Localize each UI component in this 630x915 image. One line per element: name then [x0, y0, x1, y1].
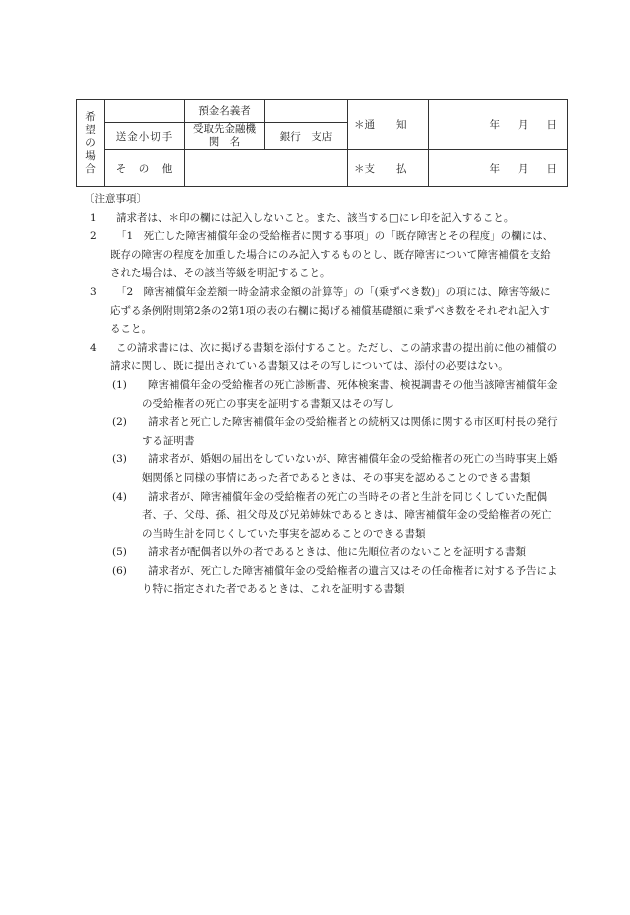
blank-method-cell	[105, 100, 185, 123]
note-sub-item: (1) 障害補償年金の受給権者の死亡診断書、死体検案書、検視調書その他当該障害補償年金の受給権者の死亡の事実を証明する書類又はその写し	[112, 378, 558, 410]
note-sub-item: (5) 請求者が配偶者以外の者であるときは、他に先順位者のないことを証明する書類	[112, 546, 526, 559]
receiving-institution-label: 受取先金融機 関 名	[185, 123, 265, 150]
notes-heading: 〔注意事項〕	[84, 193, 147, 205]
remittance-check-label: 送金小切手	[105, 123, 185, 150]
other-value	[185, 150, 348, 187]
note-sub-item: (6) 請求者が、死亡した障害補償年金の受給権者の遺言又はその任命権者に対する予告により特に指定された者であるときは、これを証明する書類	[112, 564, 558, 596]
payment-date: 年 月 日	[429, 150, 568, 187]
note-sub-item: (4) 請求者が、障害補償年金の受給権者の死亡の当時その者と生計を同じくしていた配偶者、子、父母、孫、祖父母及び兄弟姉妹であるときは、障害補償年金の受給権者の死亡の当時生計を同じくしていた事実を認めることのできる書類	[112, 490, 552, 540]
note-sub-item: (2) 請求者と死亡した障害補償年金の受給権者との続柄又は関係に関する市区町村長の発行する証明書	[112, 416, 558, 447]
note-item: 4 この請求書には、次に掲げる書類を添付すること。ただし、この請求書の提出前に他の補償の請求に関し、既に提出されている書類又はその写しについては、添付の必要はない。	[90, 341, 557, 373]
note-sub-item: (3) 請求者が、婚姻の届出をしていないが、障害補償年金の受給権者の死亡の当時事実上婚姻関係と同様の事情にあった者であるときは、その事実を認めることのできる書類	[112, 453, 558, 484]
account-holder-value	[265, 100, 348, 123]
notice-label: ＊通 知	[348, 100, 429, 150]
other-label: そ の 他	[105, 150, 185, 187]
payment-method-table	[76, 99, 568, 187]
account-holder-label: 預金名義者	[185, 100, 265, 123]
note-item: 2 「1 死亡した障害補償年金の受給権者に関する事項」の「既存障害とその程度」の欄には、既存の障害の程度を加重した場合にのみ記入するものとし、既存障害について障害補償を支給された場合は、その該当等級を明記すること。	[90, 230, 554, 280]
notes-section	[84, 190, 560, 599]
notice-date: 年 月 日	[429, 100, 568, 150]
note-item: 3 「2 障害補償年金差額一時金請求金額の計算等」の「(乗ずべき数)」の項には、障害等級に応ずる条例附則第2条の2第1項の表の右欄に掲げる補償基礎額に乗ずべき数をそれぞれ記入すること。	[90, 285, 551, 336]
note-item: 1 請求者は、＊印の欄には記入しないこと。また、該当する□にレ印を記入すること。	[90, 211, 515, 224]
payment-label: ＊支 払	[348, 150, 429, 187]
bank-branch-value: 銀行 支店	[265, 123, 348, 150]
payment-desired-label: 希 望 の 場 合	[77, 100, 105, 187]
